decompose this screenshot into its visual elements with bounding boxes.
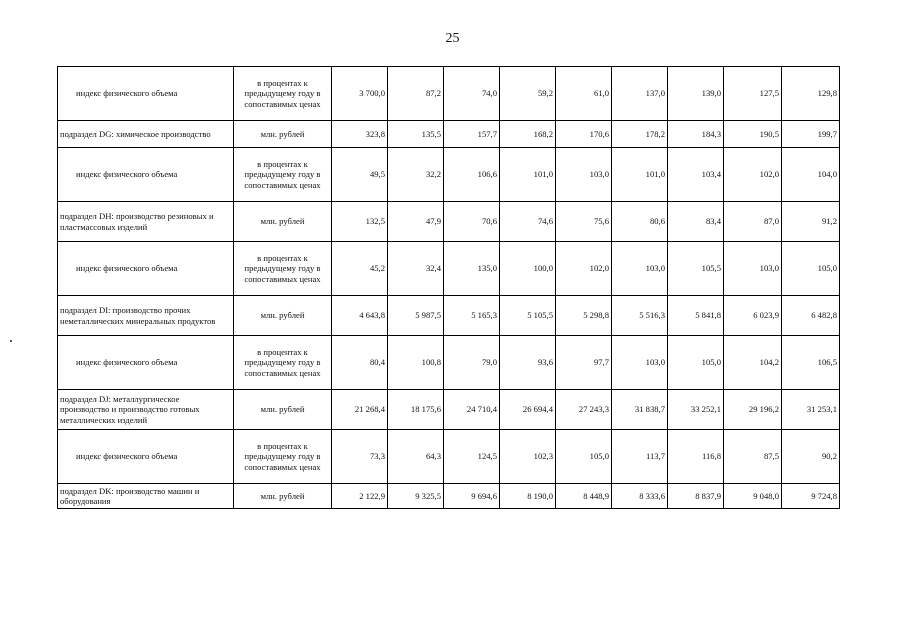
value-cell: 184,3 <box>668 121 724 148</box>
value-cell: 105,0 <box>782 242 840 296</box>
value-cell: 31 253,1 <box>782 390 840 430</box>
value-cell: 105,0 <box>556 430 612 484</box>
value-cell: 323,8 <box>332 121 388 148</box>
value-cell: 102,3 <box>500 430 556 484</box>
value-cell: 32,4 <box>388 242 444 296</box>
value-cell: 93,6 <box>500 336 556 390</box>
row-indicator-name: подраздел DG: химическое производство <box>58 121 234 148</box>
value-cell: 87,0 <box>724 202 782 242</box>
value-cell: 4 643,8 <box>332 296 388 336</box>
value-cell: 5 841,8 <box>668 296 724 336</box>
value-cell: 170,6 <box>556 121 612 148</box>
value-cell: 8 333,6 <box>612 484 668 509</box>
value-cell: 101,0 <box>612 148 668 202</box>
row-indicator-name: подраздел DH: производство резиновых и пластмассовых изделий <box>58 202 234 242</box>
value-cell: 27 243,3 <box>556 390 612 430</box>
value-cell: 80,6 <box>612 202 668 242</box>
value-cell: 6 482,8 <box>782 296 840 336</box>
table-row <box>58 148 840 202</box>
value-cell: 190,5 <box>724 121 782 148</box>
table-row <box>58 296 840 336</box>
value-cell: 199,7 <box>782 121 840 148</box>
value-cell: 132,5 <box>332 202 388 242</box>
value-cell: 9 048,0 <box>724 484 782 509</box>
row-indicator-name: подраздел DK: производство машин и оборудования <box>58 484 234 509</box>
value-cell: 105,5 <box>668 242 724 296</box>
value-cell: 103,0 <box>556 148 612 202</box>
value-cell: 9 325,5 <box>388 484 444 509</box>
value-cell: 45,2 <box>332 242 388 296</box>
value-cell: 168,2 <box>500 121 556 148</box>
row-unit: в процентах к предыдущему году в сопоставимых ценах <box>234 148 332 202</box>
value-cell: 8 448,9 <box>556 484 612 509</box>
value-cell: 5 516,3 <box>612 296 668 336</box>
value-cell: 139,0 <box>668 67 724 121</box>
table-row <box>58 336 840 390</box>
row-indicator-name: индекс физического объема <box>58 336 234 390</box>
row-unit: в процентах к предыдущему году в сопоставимых ценах <box>234 336 332 390</box>
value-cell: 74,6 <box>500 202 556 242</box>
row-unit: млн. рублей <box>234 484 332 509</box>
value-cell: 5 105,5 <box>500 296 556 336</box>
value-cell: 5 987,5 <box>388 296 444 336</box>
value-cell: 102,0 <box>724 148 782 202</box>
value-cell: 74,0 <box>444 67 500 121</box>
value-cell: 104,0 <box>782 148 840 202</box>
row-indicator-name: индекс физического объема <box>58 148 234 202</box>
value-cell: 31 838,7 <box>612 390 668 430</box>
table-row <box>58 121 840 148</box>
value-cell: 64,3 <box>388 430 444 484</box>
value-cell: 103,0 <box>612 242 668 296</box>
table-row <box>58 390 840 430</box>
row-indicator-name: индекс физического объема <box>58 242 234 296</box>
value-cell: 113,7 <box>612 430 668 484</box>
value-cell: 79,0 <box>444 336 500 390</box>
value-cell: 21 268,4 <box>332 390 388 430</box>
value-cell: 18 175,6 <box>388 390 444 430</box>
value-cell: 129,8 <box>782 67 840 121</box>
row-unit: млн. рублей <box>234 296 332 336</box>
row-unit: в процентах к предыдущему году в сопоставимых ценах <box>234 430 332 484</box>
row-indicator-name: индекс физического объема <box>58 430 234 484</box>
value-cell: 104,2 <box>724 336 782 390</box>
value-cell: 103,4 <box>668 148 724 202</box>
value-cell: 29 196,2 <box>724 390 782 430</box>
value-cell: 127,5 <box>724 67 782 121</box>
table-row <box>58 242 840 296</box>
statistics-table <box>57 66 840 509</box>
row-indicator-name: подраздел DJ: металлургическое производство и производство готовых металлических изделий <box>58 390 234 430</box>
value-cell: 8 190,0 <box>500 484 556 509</box>
value-cell: 87,5 <box>724 430 782 484</box>
value-cell: 24 710,4 <box>444 390 500 430</box>
value-cell: 5 298,8 <box>556 296 612 336</box>
value-cell: 75,6 <box>556 202 612 242</box>
page-number: 25 <box>445 31 460 46</box>
value-cell: 116,8 <box>668 430 724 484</box>
value-cell: 6 023,9 <box>724 296 782 336</box>
table-row <box>58 484 840 509</box>
row-unit: млн. рублей <box>234 121 332 148</box>
value-cell: 100,0 <box>500 242 556 296</box>
value-cell: 137,0 <box>612 67 668 121</box>
value-cell: 47,9 <box>388 202 444 242</box>
value-cell: 106,6 <box>444 148 500 202</box>
row-unit: в процентах к предыдущему году в сопоставимых ценах <box>234 67 332 121</box>
value-cell: 103,0 <box>724 242 782 296</box>
value-cell: 87,2 <box>388 67 444 121</box>
value-cell: 102,0 <box>556 242 612 296</box>
value-cell: 135,0 <box>444 242 500 296</box>
value-cell: 106,5 <box>782 336 840 390</box>
value-cell: 101,0 <box>500 148 556 202</box>
row-unit: в процентах к предыдущему году в сопоставимых ценах <box>234 242 332 296</box>
table-body <box>58 67 840 509</box>
value-cell: 33 252,1 <box>668 390 724 430</box>
value-cell: 73,3 <box>332 430 388 484</box>
value-cell: 2 122,9 <box>332 484 388 509</box>
value-cell: 105,0 <box>668 336 724 390</box>
value-cell: 49,5 <box>332 148 388 202</box>
value-cell: 97,7 <box>556 336 612 390</box>
value-cell: 26 694,4 <box>500 390 556 430</box>
value-cell: 3 700,0 <box>332 67 388 121</box>
value-cell: 61,0 <box>556 67 612 121</box>
table-row <box>58 430 840 484</box>
value-cell: 157,7 <box>444 121 500 148</box>
value-cell: 59,2 <box>500 67 556 121</box>
value-cell: 135,5 <box>388 121 444 148</box>
value-cell: 8 837,9 <box>668 484 724 509</box>
value-cell: 124,5 <box>444 430 500 484</box>
margin-mark <box>10 340 12 342</box>
value-cell: 90,2 <box>782 430 840 484</box>
value-cell: 9 724,8 <box>782 484 840 509</box>
row-indicator-name: индекс физического объема <box>58 67 234 121</box>
value-cell: 91,2 <box>782 202 840 242</box>
value-cell: 80,4 <box>332 336 388 390</box>
row-unit: млн. рублей <box>234 202 332 242</box>
row-unit: млн. рублей <box>234 390 332 430</box>
value-cell: 83,4 <box>668 202 724 242</box>
value-cell: 9 694,6 <box>444 484 500 509</box>
value-cell: 178,2 <box>612 121 668 148</box>
value-cell: 103,0 <box>612 336 668 390</box>
value-cell: 100,8 <box>388 336 444 390</box>
value-cell: 5 165,3 <box>444 296 500 336</box>
value-cell: 70,6 <box>444 202 500 242</box>
row-indicator-name: подраздел DI: производство прочих неметаллических минеральных продуктов <box>58 296 234 336</box>
table-row <box>58 202 840 242</box>
value-cell: 32,2 <box>388 148 444 202</box>
table-row <box>58 67 840 121</box>
